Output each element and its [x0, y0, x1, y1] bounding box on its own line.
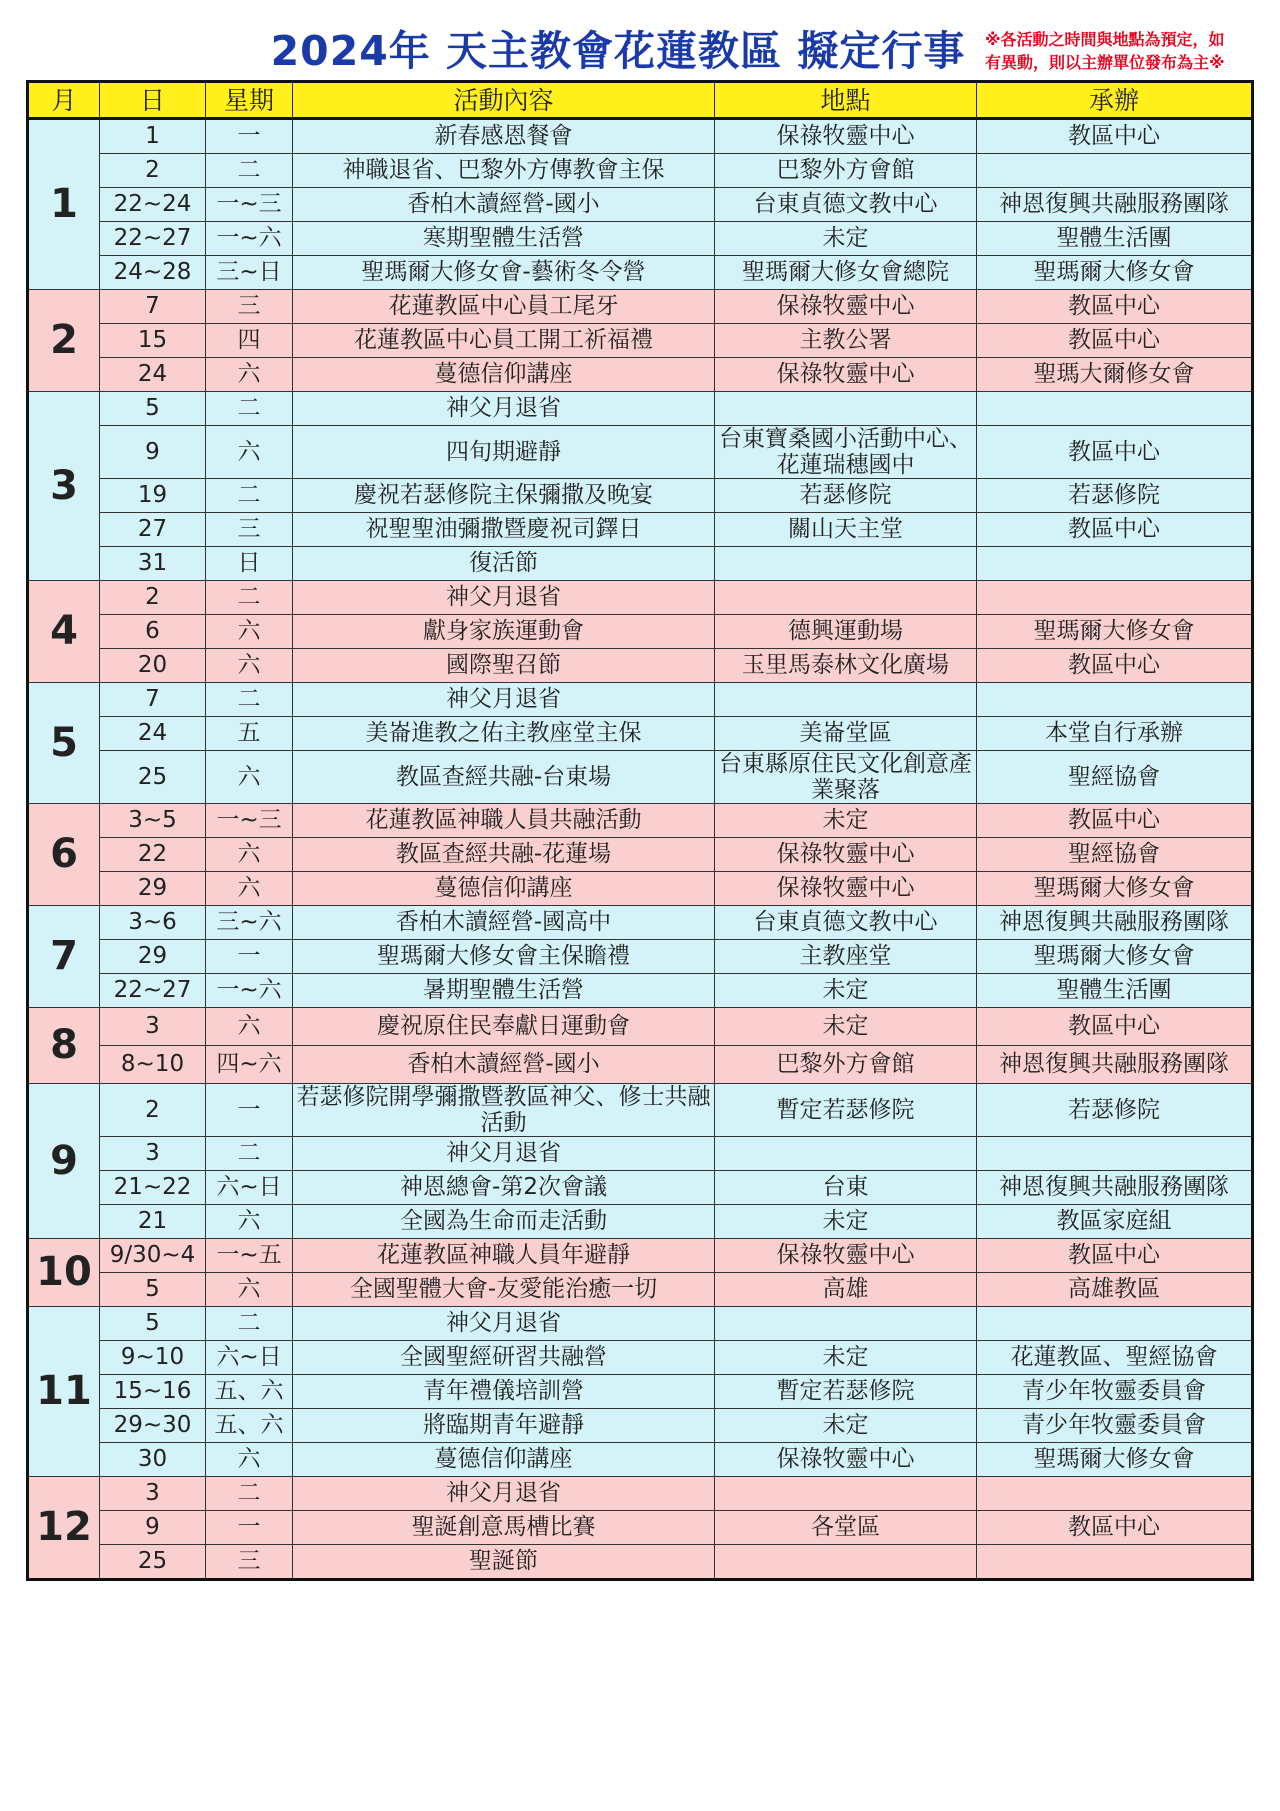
organizer-cell: 聖瑪大爾修女會: [977, 358, 1253, 392]
location-cell: 未定: [715, 222, 977, 256]
day-cell: 9/30~4: [100, 1239, 206, 1273]
day-cell: 25: [100, 1545, 206, 1580]
activity-cell: 獻身家族運動會: [293, 615, 715, 649]
weekday-cell: 三: [206, 513, 293, 547]
day-cell: 22~24: [100, 188, 206, 222]
organizer-cell: 若瑟修院: [977, 479, 1253, 513]
organizer-cell: [977, 683, 1253, 717]
activity-cell: 祝聖聖油彌撒暨慶祝司鐸日: [293, 513, 715, 547]
location-cell: [715, 392, 977, 426]
weekday-cell: 一: [206, 1511, 293, 1545]
schedule-row: [28, 1307, 1253, 1341]
day-cell: 19: [100, 479, 206, 513]
organizer-cell: 教區家庭組: [977, 1205, 1253, 1239]
month-cell: 8: [28, 1008, 100, 1084]
weekday-cell: 六: [206, 358, 293, 392]
schedule-row: [28, 615, 1253, 649]
location-cell: 未定: [715, 1341, 977, 1375]
day-cell: 15~16: [100, 1375, 206, 1409]
day-cell: 31: [100, 547, 206, 581]
weekday-cell: 三: [206, 290, 293, 324]
location-cell: 主教公署: [715, 324, 977, 358]
activity-cell: 香柏木讀經營-國小: [293, 188, 715, 222]
schedule-row: [28, 154, 1253, 188]
activity-cell: 神父月退省: [293, 1477, 715, 1511]
day-cell: 3~6: [100, 906, 206, 940]
activity-cell: 美崙進教之佑主教座堂主保: [293, 717, 715, 751]
day-cell: 1: [100, 119, 206, 154]
organizer-cell: 神恩復興共融服務團隊: [977, 1046, 1253, 1084]
weekday-cell: 六: [206, 1443, 293, 1477]
location-cell: [715, 1307, 977, 1341]
activity-cell: 蔓德信仰講座: [293, 1443, 715, 1477]
day-cell: 5: [100, 392, 206, 426]
organizer-cell: 教區中心: [977, 290, 1253, 324]
schedule-row: [28, 1273, 1253, 1307]
organizer-cell: 神恩復興共融服務團隊: [977, 188, 1253, 222]
day-cell: 3: [100, 1137, 206, 1171]
schedule-row: [28, 188, 1253, 222]
location-cell: [715, 1545, 977, 1580]
schedule-row: [28, 974, 1253, 1008]
activity-cell: 慶祝原住民奉獻日運動會: [293, 1008, 715, 1046]
weekday-cell: 四: [206, 324, 293, 358]
location-cell: 巴黎外方會館: [715, 1046, 977, 1084]
location-cell: 若瑟修院: [715, 479, 977, 513]
schedule-row: [28, 906, 1253, 940]
organizer-cell: [977, 1545, 1253, 1580]
day-cell: 6: [100, 615, 206, 649]
organizer-cell: 本堂自行承辦: [977, 717, 1253, 751]
activity-cell: 全國為生命而走活動: [293, 1205, 715, 1239]
activity-cell: 新春感恩餐會: [293, 119, 715, 154]
month-cell: 6: [28, 804, 100, 906]
schedule-row: [28, 751, 1253, 804]
day-cell: 5: [100, 1307, 206, 1341]
weekday-cell: 六: [206, 1008, 293, 1046]
schedule-row: [28, 392, 1253, 426]
month-cell: 1: [28, 119, 100, 290]
location-cell: 未定: [715, 804, 977, 838]
organizer-cell: 若瑟修院: [977, 1084, 1253, 1137]
month-cell: 10: [28, 1239, 100, 1307]
day-cell: 27: [100, 513, 206, 547]
day-cell: 7: [100, 683, 206, 717]
activity-cell: 香柏木讀經營-國小: [293, 1046, 715, 1084]
organizer-cell: 教區中心: [977, 513, 1253, 547]
activity-cell: 復活節: [293, 547, 715, 581]
activity-cell: 神父月退省: [293, 392, 715, 426]
weekday-cell: 六: [206, 838, 293, 872]
header-weekday: 星期: [206, 82, 293, 119]
weekday-cell: 五、六: [206, 1375, 293, 1409]
schedule-row: [28, 1084, 1253, 1137]
location-cell: 台東縣原住民文化創意產業聚落: [715, 751, 977, 804]
location-cell: 保祿牧靈中心: [715, 119, 977, 154]
day-cell: 22~27: [100, 974, 206, 1008]
month-cell: 9: [28, 1084, 100, 1239]
day-cell: 2: [100, 1084, 206, 1137]
organizer-cell: 聖瑪爾大修女會: [977, 940, 1253, 974]
weekday-cell: 二: [206, 1477, 293, 1511]
disclaimer-line-2: 有異動，則以主辦單位發布為主※: [985, 53, 1225, 72]
weekday-cell: 六: [206, 649, 293, 683]
location-cell: 保祿牧靈中心: [715, 1443, 977, 1477]
schedule-row: [28, 358, 1253, 392]
organizer-cell: 高雄教區: [977, 1273, 1253, 1307]
weekday-cell: 六~日: [206, 1341, 293, 1375]
activity-cell: 教區查經共融-花蓮場: [293, 838, 715, 872]
day-cell: 9: [100, 1511, 206, 1545]
day-cell: 15: [100, 324, 206, 358]
schedule-row: [28, 1409, 1253, 1443]
weekday-cell: 一: [206, 940, 293, 974]
disclaimer-line-1: ※各活動之時間與地點為預定，如: [985, 30, 1225, 49]
weekday-cell: 六: [206, 1273, 293, 1307]
activity-cell: 神父月退省: [293, 683, 715, 717]
weekday-cell: 五: [206, 717, 293, 751]
day-cell: 21~22: [100, 1171, 206, 1205]
month-cell: 2: [28, 290, 100, 392]
day-cell: 24: [100, 717, 206, 751]
weekday-cell: 一~三: [206, 188, 293, 222]
activity-cell: 教區查經共融-台東場: [293, 751, 715, 804]
activity-cell: 寒期聖體生活營: [293, 222, 715, 256]
schedule-row: [28, 581, 1253, 615]
schedule-row: [28, 1046, 1253, 1084]
schedule-row: [28, 119, 1253, 154]
day-cell: 3: [100, 1008, 206, 1046]
weekday-cell: 一~六: [206, 974, 293, 1008]
weekday-cell: 六: [206, 615, 293, 649]
day-cell: 24: [100, 358, 206, 392]
day-cell: 25: [100, 751, 206, 804]
schedule-row: [28, 838, 1253, 872]
location-cell: 關山天主堂: [715, 513, 977, 547]
month-cell: 3: [28, 392, 100, 581]
weekday-cell: 日: [206, 547, 293, 581]
activity-cell: 神職退省、巴黎外方傳教會主保: [293, 154, 715, 188]
location-cell: 未定: [715, 974, 977, 1008]
location-cell: [715, 1477, 977, 1511]
schedule-row: [28, 1545, 1253, 1580]
activity-cell: 全國聖經研習共融營: [293, 1341, 715, 1375]
activity-cell: 青年禮儀培訓營: [293, 1375, 715, 1409]
day-cell: 9~10: [100, 1341, 206, 1375]
organizer-cell: 教區中心: [977, 119, 1253, 154]
organizer-cell: 教區中心: [977, 426, 1253, 479]
activity-cell: 花蓮教區中心員工開工祈福禮: [293, 324, 715, 358]
organizer-cell: [977, 1477, 1253, 1511]
weekday-cell: 三: [206, 1545, 293, 1580]
schedule-row: [28, 1205, 1253, 1239]
schedule-row: [28, 1171, 1253, 1205]
activity-cell: 蔓德信仰講座: [293, 358, 715, 392]
location-cell: [715, 1137, 977, 1171]
activity-cell: 神父月退省: [293, 581, 715, 615]
disclaimer-note: [985, 28, 1275, 74]
activity-cell: 國際聖召節: [293, 649, 715, 683]
schedule-row: [28, 513, 1253, 547]
day-cell: 7: [100, 290, 206, 324]
page-title: 2024年 天主教會花蓮教區 擬定行事: [270, 27, 966, 75]
location-cell: 德興運動場: [715, 615, 977, 649]
organizer-cell: 青少年牧靈委員會: [977, 1409, 1253, 1443]
organizer-cell: 神恩復興共融服務團隊: [977, 906, 1253, 940]
schedule-row: [28, 222, 1253, 256]
location-cell: 暫定若瑟修院: [715, 1084, 977, 1137]
day-cell: 2: [100, 154, 206, 188]
organizer-cell: [977, 547, 1253, 581]
header-organizer: 承辦: [977, 82, 1253, 119]
schedule-row: [28, 479, 1253, 513]
location-cell: 聖瑪爾大修女會總院: [715, 256, 977, 290]
organizer-cell: 神恩復興共融服務團隊: [977, 1171, 1253, 1205]
organizer-cell: [977, 1307, 1253, 1341]
organizer-cell: 聖瑪爾大修女會: [977, 872, 1253, 906]
organizer-cell: [977, 392, 1253, 426]
weekday-cell: 六~日: [206, 1171, 293, 1205]
schedule-table: [26, 80, 1254, 1581]
weekday-cell: 二: [206, 154, 293, 188]
day-cell: 21: [100, 1205, 206, 1239]
weekday-cell: 二: [206, 479, 293, 513]
day-cell: 29~30: [100, 1409, 206, 1443]
schedule-row: [28, 1008, 1253, 1046]
weekday-cell: 三~日: [206, 256, 293, 290]
day-cell: 8~10: [100, 1046, 206, 1084]
weekday-cell: 一~五: [206, 1239, 293, 1273]
schedule-row: [28, 256, 1253, 290]
schedule-row: [28, 872, 1253, 906]
location-cell: [715, 683, 977, 717]
header-day: 日: [100, 82, 206, 119]
month-cell: 4: [28, 581, 100, 683]
schedule-row: [28, 547, 1253, 581]
schedule-row: [28, 426, 1253, 479]
schedule-row: [28, 290, 1253, 324]
location-cell: 巴黎外方會館: [715, 154, 977, 188]
schedule-row: [28, 649, 1253, 683]
day-cell: 29: [100, 940, 206, 974]
location-cell: [715, 547, 977, 581]
weekday-cell: 二: [206, 683, 293, 717]
location-cell: 各堂區: [715, 1511, 977, 1545]
weekday-cell: 一: [206, 1084, 293, 1137]
activity-cell: 聖誕創意馬槽比賽: [293, 1511, 715, 1545]
schedule-row: [28, 1511, 1253, 1545]
header-activity: 活動內容: [293, 82, 715, 119]
organizer-cell: 聖瑪爾大修女會: [977, 256, 1253, 290]
header-row: [28, 82, 1253, 119]
organizer-cell: 聖瑪爾大修女會: [977, 615, 1253, 649]
day-cell: 24~28: [100, 256, 206, 290]
month-cell: 5: [28, 683, 100, 804]
activity-cell: 慶祝若瑟修院主保彌撒及晚宴: [293, 479, 715, 513]
location-cell: 未定: [715, 1205, 977, 1239]
organizer-cell: 聖體生活團: [977, 974, 1253, 1008]
schedule-row: [28, 1137, 1253, 1171]
day-cell: 30: [100, 1443, 206, 1477]
weekday-cell: 四~六: [206, 1046, 293, 1084]
organizer-cell: [977, 581, 1253, 615]
weekday-cell: 二: [206, 1137, 293, 1171]
activity-cell: 四旬期避靜: [293, 426, 715, 479]
activity-cell: 聖誕節: [293, 1545, 715, 1580]
organizer-cell: 聖經協會: [977, 838, 1253, 872]
location-cell: 暫定若瑟修院: [715, 1375, 977, 1409]
schedule-row: [28, 1477, 1253, 1511]
location-cell: [715, 581, 977, 615]
schedule-row: [28, 1239, 1253, 1273]
day-cell: 3~5: [100, 804, 206, 838]
activity-cell: 神恩總會-第2次會議: [293, 1171, 715, 1205]
weekday-cell: 六: [206, 751, 293, 804]
day-cell: 29: [100, 872, 206, 906]
organizer-cell: 聖瑪爾大修女會: [977, 1443, 1253, 1477]
activity-cell: 聖瑪爾大修女會主保瞻禮: [293, 940, 715, 974]
organizer-cell: [977, 154, 1253, 188]
activity-cell: 若瑟修院開學彌撒暨教區神父、修士共融活動: [293, 1084, 715, 1137]
day-cell: 20: [100, 649, 206, 683]
organizer-cell: 聖體生活團: [977, 222, 1253, 256]
day-cell: 3: [100, 1477, 206, 1511]
weekday-cell: 二: [206, 1307, 293, 1341]
location-cell: 台東: [715, 1171, 977, 1205]
organizer-cell: 教區中心: [977, 649, 1253, 683]
weekday-cell: 一~六: [206, 222, 293, 256]
organizer-cell: 教區中心: [977, 1008, 1253, 1046]
weekday-cell: 二: [206, 392, 293, 426]
weekday-cell: 五、六: [206, 1409, 293, 1443]
activity-cell: 將臨期青年避靜: [293, 1409, 715, 1443]
location-cell: 台東寶桑國小活動中心、花蓮瑞穗國中: [715, 426, 977, 479]
activity-cell: 花蓮教區神職人員共融活動: [293, 804, 715, 838]
activity-cell: 聖瑪爾大修女會-藝術冬令營: [293, 256, 715, 290]
month-cell: 12: [28, 1477, 100, 1580]
schedule-row: [28, 683, 1253, 717]
location-cell: 玉里馬泰林文化廣場: [715, 649, 977, 683]
weekday-cell: 二: [206, 581, 293, 615]
activity-cell: 花蓮教區神職人員年避靜: [293, 1239, 715, 1273]
schedule-row: [28, 324, 1253, 358]
organizer-cell: 教區中心: [977, 1239, 1253, 1273]
organizer-cell: 教區中心: [977, 324, 1253, 358]
organizer-cell: 教區中心: [977, 1511, 1253, 1545]
day-cell: 2: [100, 581, 206, 615]
weekday-cell: 一~三: [206, 804, 293, 838]
location-cell: 保祿牧靈中心: [715, 1239, 977, 1273]
day-cell: 5: [100, 1273, 206, 1307]
activity-cell: 花蓮教區中心員工尾牙: [293, 290, 715, 324]
weekday-cell: 三~六: [206, 906, 293, 940]
weekday-cell: 六: [206, 1205, 293, 1239]
day-cell: 9: [100, 426, 206, 479]
weekday-cell: 六: [206, 872, 293, 906]
day-cell: 22: [100, 838, 206, 872]
location-cell: 主教座堂: [715, 940, 977, 974]
location-cell: 保祿牧靈中心: [715, 838, 977, 872]
schedule-row: [28, 940, 1253, 974]
activity-cell: 神父月退省: [293, 1307, 715, 1341]
activity-cell: 神父月退省: [293, 1137, 715, 1171]
activity-cell: 蔓德信仰講座: [293, 872, 715, 906]
header-month: 月: [28, 82, 100, 119]
month-cell: 7: [28, 906, 100, 1008]
location-cell: 高雄: [715, 1273, 977, 1307]
location-cell: 保祿牧靈中心: [715, 290, 977, 324]
schedule-body: [28, 119, 1253, 1580]
month-cell: 11: [28, 1307, 100, 1477]
activity-cell: 全國聖體大會-友愛能治癒一切: [293, 1273, 715, 1307]
location-cell: 保祿牧靈中心: [715, 358, 977, 392]
activity-cell: 暑期聖體生活營: [293, 974, 715, 1008]
schedule-row: [28, 717, 1253, 751]
location-cell: 未定: [715, 1008, 977, 1046]
header-location: 地點: [715, 82, 977, 119]
location-cell: 台東貞德文教中心: [715, 188, 977, 222]
weekday-cell: 一: [206, 119, 293, 154]
schedule-row: [28, 1443, 1253, 1477]
organizer-cell: 花蓮教區、聖經協會: [977, 1341, 1253, 1375]
schedule-row: [28, 1375, 1253, 1409]
schedule-row: [28, 1341, 1253, 1375]
location-cell: 保祿牧靈中心: [715, 872, 977, 906]
weekday-cell: 六: [206, 426, 293, 479]
organizer-cell: 聖經協會: [977, 751, 1253, 804]
day-cell: 22~27: [100, 222, 206, 256]
activity-cell: 香柏木讀經營-國高中: [293, 906, 715, 940]
schedule-row: [28, 804, 1253, 838]
organizer-cell: 青少年牧靈委員會: [977, 1375, 1253, 1409]
location-cell: 未定: [715, 1409, 977, 1443]
location-cell: 美崙堂區: [715, 717, 977, 751]
location-cell: 台東貞德文教中心: [715, 906, 977, 940]
organizer-cell: 教區中心: [977, 804, 1253, 838]
organizer-cell: [977, 1137, 1253, 1171]
